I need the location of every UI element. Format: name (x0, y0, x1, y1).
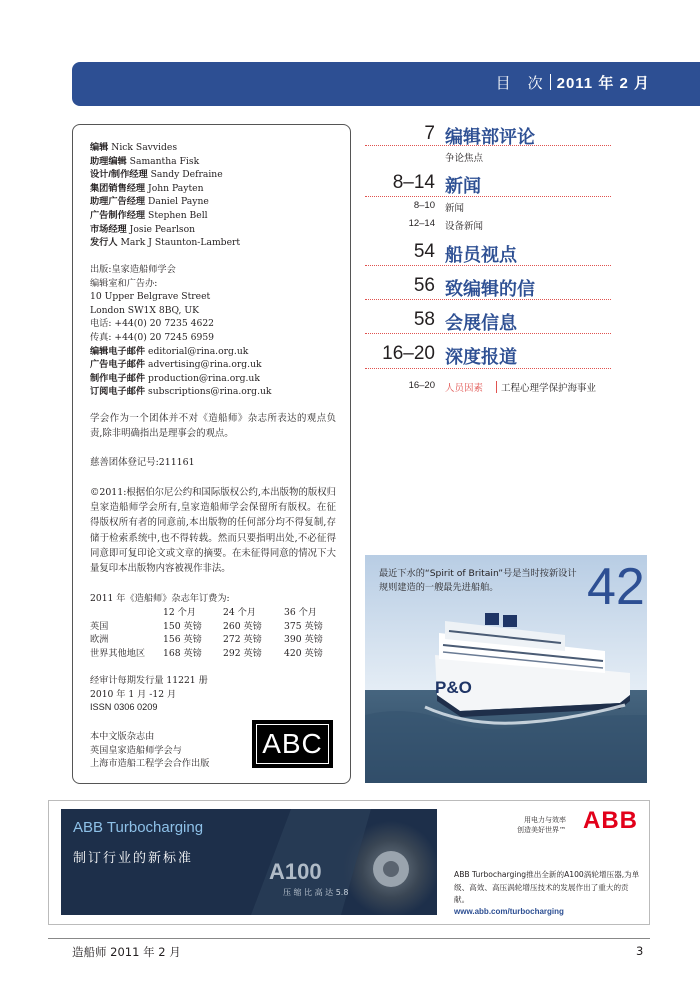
staff-row: 集团销售经理 John Payten (90, 182, 204, 194)
footer-publication: 造船师 2011 年 2 月 (72, 945, 181, 959)
ad-product-name: A100 (269, 859, 322, 884)
toc-page: 7 (424, 123, 435, 144)
subscription-table (90, 606, 323, 660)
toc-title: 深度报道 (445, 347, 517, 368)
ad-body-text: ABB Turbocharging推出全新的A100涡轮增压器,为单级、高效、高压涡轮增压技术的发展作出了重大的贡献。 (454, 870, 640, 904)
staff-row: 编辑 Nick Savvides (90, 142, 178, 153)
ship-photo (365, 555, 647, 783)
toc-title: 会展信息 (445, 313, 517, 334)
table-header-row: 12 个月 24 个月 36 个月 (163, 607, 317, 618)
subscription-title: 2011 年《造船师》杂志年订费为: (90, 593, 230, 604)
chinese-edition-note: 本中文版杂志由 英国皇家造船师学会与 上海市造船工程学会合作出版 (90, 731, 210, 770)
header-bar (72, 62, 700, 106)
publisher-info (90, 263, 340, 399)
staff-row: 广告制作经理 Stephen Bell (90, 209, 208, 221)
toc-title: 新闻 (445, 176, 481, 197)
staff-row: 设计/制作经理 Sandy Defraine (90, 169, 223, 181)
toc-page: 8–14 (392, 172, 435, 193)
staff-row: 助理编辑 Samantha Fisk (90, 155, 200, 167)
email-row: 广告电子邮件 advertising@rina.org.uk (90, 359, 262, 371)
divider (496, 381, 497, 393)
publisher-line: 出版:皇家造船师学会 (90, 264, 176, 275)
table-row: 欧洲 156 英镑 272 英镑 390 英镑 (90, 634, 323, 646)
ad-brand-line: ABB Turbocharging (73, 819, 204, 836)
publisher-line: London SW1X 8BQ, UK (90, 304, 199, 316)
contents-label: 目 次 (495, 75, 544, 92)
footer-rule (48, 938, 650, 939)
circulation-info: 经审计每期发行量 11221 册 2010 年 1 月 -12 月 ISSN 0306 0209 (90, 675, 208, 713)
publisher-line: 编辑室和广告办: (90, 277, 158, 289)
copyright-text: ©2011:根据伯尔尼公约和国际版权公约,本出版物的版权归皇家造船师学会所有,皇家造船师学会保留所有版权。在征得版权所有者的同意前,本出版物的任何部分均不得复制,存储于检索系统中,也不得转载。然而只要指明出处,不必征得同意即可复印论文或文章的摘要。在未征得同意的情况下大量复印本出版物内容被视作非法。 (90, 487, 336, 575)
toc-title: 编辑部评论 (445, 127, 535, 148)
feature-category: 人员因素 (445, 383, 484, 394)
ad-slogan: 制订行业的新标准 (73, 851, 194, 866)
divider (365, 196, 611, 197)
issue-date: 2011 年 2 月 (556, 75, 650, 92)
toc-title: 致编辑的信 (445, 279, 535, 300)
email-row: 订阅电子邮件 subscriptions@rina.org.uk (90, 386, 272, 398)
divider (365, 333, 611, 334)
charity-number: 慈善团体登记号:211161 (90, 457, 195, 468)
ad-url-link[interactable]: www.abb.com/turbocharging (454, 907, 564, 916)
email-row: 编辑电子邮件 editorial@rina.org.uk (90, 345, 249, 357)
ad-banner (61, 809, 437, 915)
photo-caption: 最近下水的“Spirit of Britain”号是当时按新设计规则建造的一艘最先进船舶。 (379, 568, 577, 593)
page-number: 3 (636, 944, 644, 958)
feature-title: 工程心理学保护海事业 (501, 383, 597, 394)
abc-logo: ABC (252, 720, 333, 768)
publisher-line: 传真: +44(0) 20 7245 6959 (90, 331, 215, 343)
publisher-line: 10 Upper Belgrave Street (90, 291, 211, 303)
toc-title: 船员视点 (445, 245, 517, 266)
toc-page: 16–20 (382, 343, 435, 364)
divider (365, 145, 611, 146)
toc-page: 56 (413, 275, 435, 296)
staff-list (90, 141, 240, 250)
divider (365, 368, 611, 369)
publisher-line: 电话: +44(0) 20 7235 4622 (90, 318, 215, 330)
ship-logo: P&O (435, 678, 472, 697)
photo-page-ref: 42 (587, 558, 645, 616)
table-row: 世界其他地区 168 英镑 292 英镑 420 英镑 (90, 647, 323, 659)
toc-subtitle: 争论焦点 (445, 153, 484, 164)
email-row: 制作电子邮件 production@rina.org.uk (90, 372, 260, 384)
divider (365, 299, 611, 300)
ad-tagline: 用电力与效率 创造美好世界™ (517, 816, 566, 834)
toc-page: 54 (413, 241, 435, 262)
toc-page: 58 (413, 309, 435, 330)
disclaimer-text: 学会作为一个团体并不对《造船师》杂志所表达的观点负责,除非明确指出是理事会的观点。 (90, 413, 336, 440)
table-row: 英国 150 英镑 260 英镑 375 英镑 (90, 620, 323, 632)
ad-product-sub: 压 缩 比 高 达 5.8 (283, 888, 349, 897)
abb-logo: ABB (583, 807, 638, 834)
staff-row: 助理广告经理 Daniel Payne (90, 196, 209, 208)
header-title (496, 62, 650, 106)
staff-row: 发行人 Mark J Staunton-Lambert (90, 237, 241, 249)
abb-advertisement[interactable] (48, 800, 650, 925)
divider (365, 265, 611, 266)
staff-row: 市场经理 Josie Pearlson (90, 223, 196, 235)
